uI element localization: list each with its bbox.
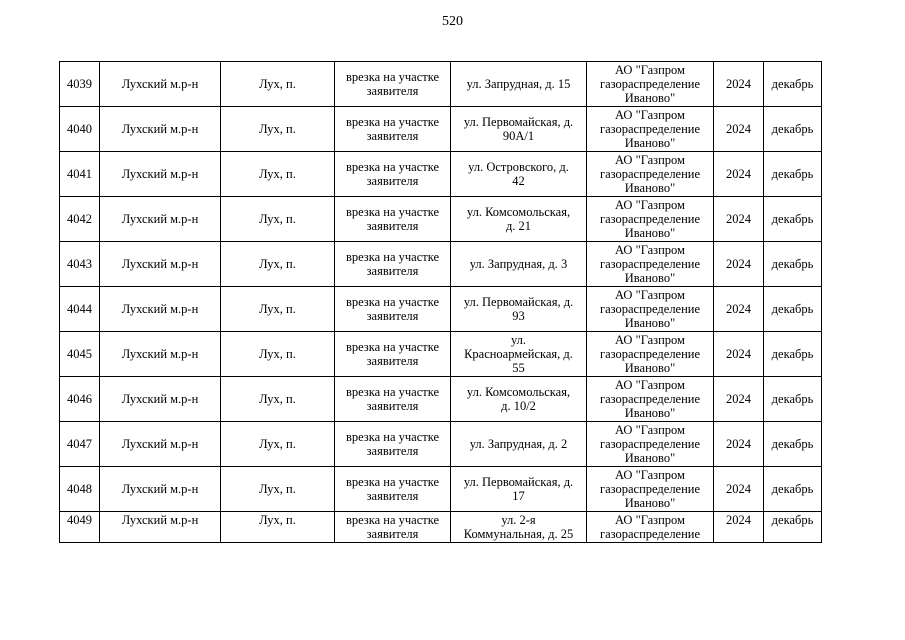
month-cell: декабрь bbox=[764, 512, 822, 543]
month-cell: декабрь bbox=[764, 332, 822, 377]
locality-cell: Лух, п. bbox=[221, 107, 335, 152]
locality-cell: Лух, п. bbox=[221, 467, 335, 512]
address-text: ул. Запрудная, д. 3 bbox=[469, 257, 568, 271]
month-cell: декабрь bbox=[764, 62, 822, 107]
year-cell: 2024 bbox=[714, 422, 764, 467]
work-type-text: врезка на участке заявителя bbox=[345, 385, 440, 413]
address-text: ул. Красноармейская, д. 55 bbox=[464, 333, 573, 375]
table-row bbox=[60, 152, 822, 197]
organization-cell bbox=[587, 242, 714, 287]
year-cell: 2024 bbox=[714, 197, 764, 242]
table-row bbox=[60, 287, 822, 332]
year-cell: 2024 bbox=[714, 287, 764, 332]
address-cell bbox=[451, 377, 587, 422]
work-type-cell bbox=[335, 467, 451, 512]
organization-cell bbox=[587, 107, 714, 152]
year-cell: 2024 bbox=[714, 242, 764, 287]
address-text: ул. Запрудная, д. 15 bbox=[466, 77, 571, 91]
table-row bbox=[60, 197, 822, 242]
locality-cell: Лух, п. bbox=[221, 332, 335, 377]
organization-cell bbox=[587, 197, 714, 242]
table-row bbox=[60, 107, 822, 152]
work-type-cell bbox=[335, 422, 451, 467]
district-cell: Лухский м.р-н bbox=[100, 107, 221, 152]
year-cell: 2024 bbox=[714, 107, 764, 152]
locality-cell: Лух, п. bbox=[221, 287, 335, 332]
work-type-cell bbox=[335, 152, 451, 197]
month-cell: декабрь bbox=[764, 107, 822, 152]
work-type-cell bbox=[335, 197, 451, 242]
year-cell: 2024 bbox=[714, 152, 764, 197]
district-cell: Лухский м.р-н bbox=[100, 197, 221, 242]
district-cell: Лухский м.р-н bbox=[100, 62, 221, 107]
table-row bbox=[60, 512, 822, 543]
locality-cell: Лух, п. bbox=[221, 512, 335, 543]
organization-text: АО "Газпром газораспределение Иваново" bbox=[599, 198, 701, 240]
address-text: ул. Первомайская, д. 90А/1 bbox=[463, 115, 574, 143]
work-type-text: врезка на участке заявителя bbox=[345, 295, 440, 323]
month-cell: декабрь bbox=[764, 287, 822, 332]
address-text: ул. Островского, д. 42 bbox=[468, 160, 569, 188]
district-cell: Лухский м.р-н bbox=[100, 467, 221, 512]
organization-text: АО "Газпром газораспределение bbox=[599, 513, 701, 541]
month-cell: декабрь bbox=[764, 197, 822, 242]
address-cell bbox=[451, 62, 587, 107]
work-type-cell bbox=[335, 107, 451, 152]
month-cell: декабрь bbox=[764, 467, 822, 512]
work-type-text: врезка на участке заявителя bbox=[345, 250, 440, 278]
address-cell bbox=[451, 152, 587, 197]
year-cell: 2024 bbox=[714, 62, 764, 107]
organization-text: АО "Газпром газораспределение Иваново" bbox=[599, 153, 701, 195]
table-row bbox=[60, 242, 822, 287]
work-type-cell bbox=[335, 62, 451, 107]
district-cell: Лухский м.р-н bbox=[100, 152, 221, 197]
record-number: 4043 bbox=[60, 242, 100, 287]
address-cell bbox=[451, 332, 587, 377]
month-cell: декабрь bbox=[764, 242, 822, 287]
address-text: ул. Запрудная, д. 2 bbox=[469, 437, 568, 451]
records-table bbox=[59, 61, 822, 543]
work-type-text: врезка на участке заявителя bbox=[345, 115, 440, 143]
record-number: 4045 bbox=[60, 332, 100, 377]
address-cell bbox=[451, 287, 587, 332]
district-cell: Лухский м.р-н bbox=[100, 512, 221, 543]
address-cell bbox=[451, 107, 587, 152]
year-cell: 2024 bbox=[714, 467, 764, 512]
organization-cell bbox=[587, 62, 714, 107]
locality-cell: Лух, п. bbox=[221, 197, 335, 242]
organization-cell bbox=[587, 332, 714, 377]
work-type-cell bbox=[335, 332, 451, 377]
record-number: 4046 bbox=[60, 377, 100, 422]
work-type-cell bbox=[335, 242, 451, 287]
page-number: 520 bbox=[442, 14, 463, 29]
record-number: 4039 bbox=[60, 62, 100, 107]
organization-text: АО "Газпром газораспределение Иваново" bbox=[599, 63, 701, 105]
year-cell: 2024 bbox=[714, 332, 764, 377]
district-cell: Лухский м.р-н bbox=[100, 332, 221, 377]
work-type-text: врезка на участке заявителя bbox=[345, 160, 440, 188]
work-type-text: врезка на участке заявителя bbox=[345, 430, 440, 458]
locality-cell: Лух, п. bbox=[221, 62, 335, 107]
work-type-text: врезка на участке заявителя bbox=[345, 70, 440, 98]
table-row bbox=[60, 377, 822, 422]
organization-text: АО "Газпром газораспределение Иваново" bbox=[599, 468, 701, 510]
locality-cell: Лух, п. bbox=[221, 422, 335, 467]
record-number: 4048 bbox=[60, 467, 100, 512]
organization-text: АО "Газпром газораспределение Иваново" bbox=[599, 333, 701, 375]
address-text: ул. Комсомольская, д. 10/2 bbox=[466, 385, 571, 413]
record-number: 4047 bbox=[60, 422, 100, 467]
organization-cell bbox=[587, 467, 714, 512]
work-type-cell bbox=[335, 377, 451, 422]
address-text: ул. Комсомольская, д. 21 bbox=[466, 205, 571, 233]
organization-cell bbox=[587, 152, 714, 197]
work-type-cell bbox=[335, 512, 451, 543]
organization-text: АО "Газпром газораспределение Иваново" bbox=[599, 288, 701, 330]
district-cell: Лухский м.р-н bbox=[100, 242, 221, 287]
address-cell bbox=[451, 512, 587, 543]
month-cell: декабрь bbox=[764, 422, 822, 467]
district-cell: Лухский м.р-н bbox=[100, 422, 221, 467]
month-cell: декабрь bbox=[764, 152, 822, 197]
organization-text: АО "Газпром газораспределение Иваново" bbox=[599, 378, 701, 420]
district-cell: Лухский м.р-н bbox=[100, 377, 221, 422]
record-number: 4042 bbox=[60, 197, 100, 242]
organization-cell bbox=[587, 422, 714, 467]
record-number: 4041 bbox=[60, 152, 100, 197]
organization-text: АО "Газпром газораспределение Иваново" bbox=[599, 108, 701, 150]
address-text: ул. Первомайская, д. 93 bbox=[463, 295, 574, 323]
record-number: 4049 bbox=[60, 512, 100, 543]
district-cell: Лухский м.р-н bbox=[100, 287, 221, 332]
address-cell bbox=[451, 422, 587, 467]
work-type-cell bbox=[335, 287, 451, 332]
table-row bbox=[60, 422, 822, 467]
address-cell bbox=[451, 197, 587, 242]
address-text: ул. Первомайская, д. 17 bbox=[463, 475, 574, 503]
work-type-text: врезка на участке заявителя bbox=[345, 513, 440, 541]
record-number: 4040 bbox=[60, 107, 100, 152]
work-type-text: врезка на участке заявителя bbox=[345, 475, 440, 503]
year-cell: 2024 bbox=[714, 512, 764, 543]
organization-cell bbox=[587, 512, 714, 543]
locality-cell: Лух, п. bbox=[221, 377, 335, 422]
organization-cell bbox=[587, 377, 714, 422]
work-type-text: врезка на участке заявителя bbox=[345, 205, 440, 233]
address-text: ул. 2-я Коммунальная, д. 25 bbox=[463, 513, 574, 541]
organization-text: АО "Газпром газораспределение Иваново" bbox=[599, 423, 701, 465]
table-row bbox=[60, 332, 822, 377]
year-cell: 2024 bbox=[714, 377, 764, 422]
table-row bbox=[60, 62, 822, 107]
address-cell bbox=[451, 242, 587, 287]
locality-cell: Лух, п. bbox=[221, 152, 335, 197]
record-number: 4044 bbox=[60, 287, 100, 332]
work-type-text: врезка на участке заявителя bbox=[345, 340, 440, 368]
table-row bbox=[60, 467, 822, 512]
address-cell bbox=[451, 467, 587, 512]
organization-cell bbox=[587, 287, 714, 332]
locality-cell: Лух, п. bbox=[221, 242, 335, 287]
month-cell: декабрь bbox=[764, 377, 822, 422]
organization-text: АО "Газпром газораспределение Иваново" bbox=[599, 243, 701, 285]
